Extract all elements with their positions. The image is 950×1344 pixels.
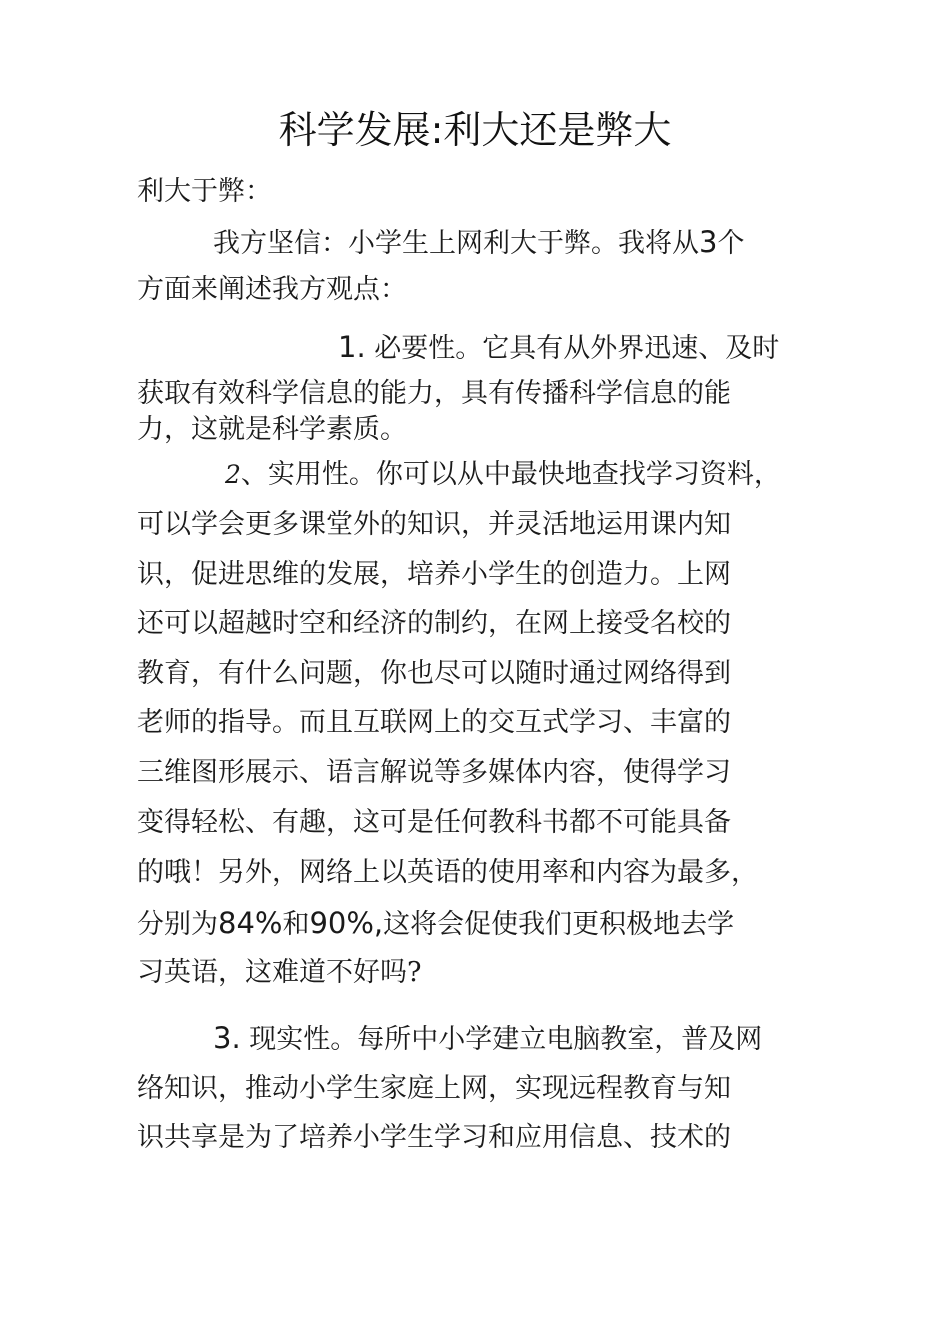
point2-line-2: 可以学会更多课堂外的知识，并灵活地运用课内知 (137, 509, 731, 540)
intro-line-1 (213, 222, 744, 264)
percent-english-usage: 84% (218, 906, 283, 940)
point2-line-8: 变得轻松、有趣，这可是任何教科书都不可能具备 (137, 807, 731, 838)
point2-line-11: 习英语，这难道不好吗? (137, 957, 422, 988)
point3-line-2: 络知识，推动小学生家庭上网，实现远程教育与知 (137, 1073, 731, 1104)
point2-line-10-b: 和 (282, 909, 310, 940)
intro-number: 3 (699, 225, 718, 259)
point2-line-10-a: 分别为 (137, 909, 218, 940)
intro-line-2: 方面来阐述我方观点： (137, 274, 407, 305)
point3-number: 3. (213, 1021, 241, 1055)
point2-line-5: 教育，有什么问题，你也尽可以随时通过网络得到 (137, 658, 731, 689)
point3-line-3: 识共享是为了培养小学生学习和应用信息、技术的 (137, 1122, 731, 1153)
point2-line-3: 识，促进思维的发展，培养小学生的创造力。上网 (137, 559, 731, 590)
point1-text: 必要性。它具有从外界迅速、及时 (374, 333, 780, 364)
point2-line-4: 还可以超越时空和经济的制约，在网上接受名校的 (137, 608, 731, 639)
point2-line-1 (225, 455, 781, 495)
intro-text: 我方坚信：小学生上网利大于弊。我将从 (213, 228, 699, 259)
point3-line-1 (213, 1018, 762, 1060)
point2-line-10-c: 这将会促使我们更积极地去学 (383, 909, 735, 940)
point2-line-6: 老师的指导。而且互联网上的交互式学习、丰富的 (137, 707, 731, 738)
point1-line-2: 获取有效科学信息的能力，具有传播科学信息的能 (137, 378, 731, 409)
point2-number: 2 (225, 460, 241, 489)
subtitle: 利大于弊： (137, 176, 272, 207)
percent-english-content: 90%, (309, 906, 384, 940)
point2-line-9: 的哦！另外，网络上以英语的使用率和内容为最多， (137, 857, 758, 888)
point2-line-7: 三维图形展示、语言解说等多媒体内容，使得学习 (137, 757, 731, 788)
point1-number: 1. (338, 330, 366, 364)
point1-line-1 (338, 327, 779, 369)
document-title: 科学发展:利大还是弊大 (278, 108, 672, 152)
point3-text: 现实性。每所中小学建立电脑教室，普及网 (249, 1024, 763, 1055)
point1-line-3: 力，这就是科学素质。 (137, 414, 407, 445)
point2-text: 、实用性。你可以从中最快地查找学习资料， (240, 459, 781, 490)
intro-text-after: 个 (717, 228, 745, 259)
point2-line-10 (137, 903, 734, 945)
